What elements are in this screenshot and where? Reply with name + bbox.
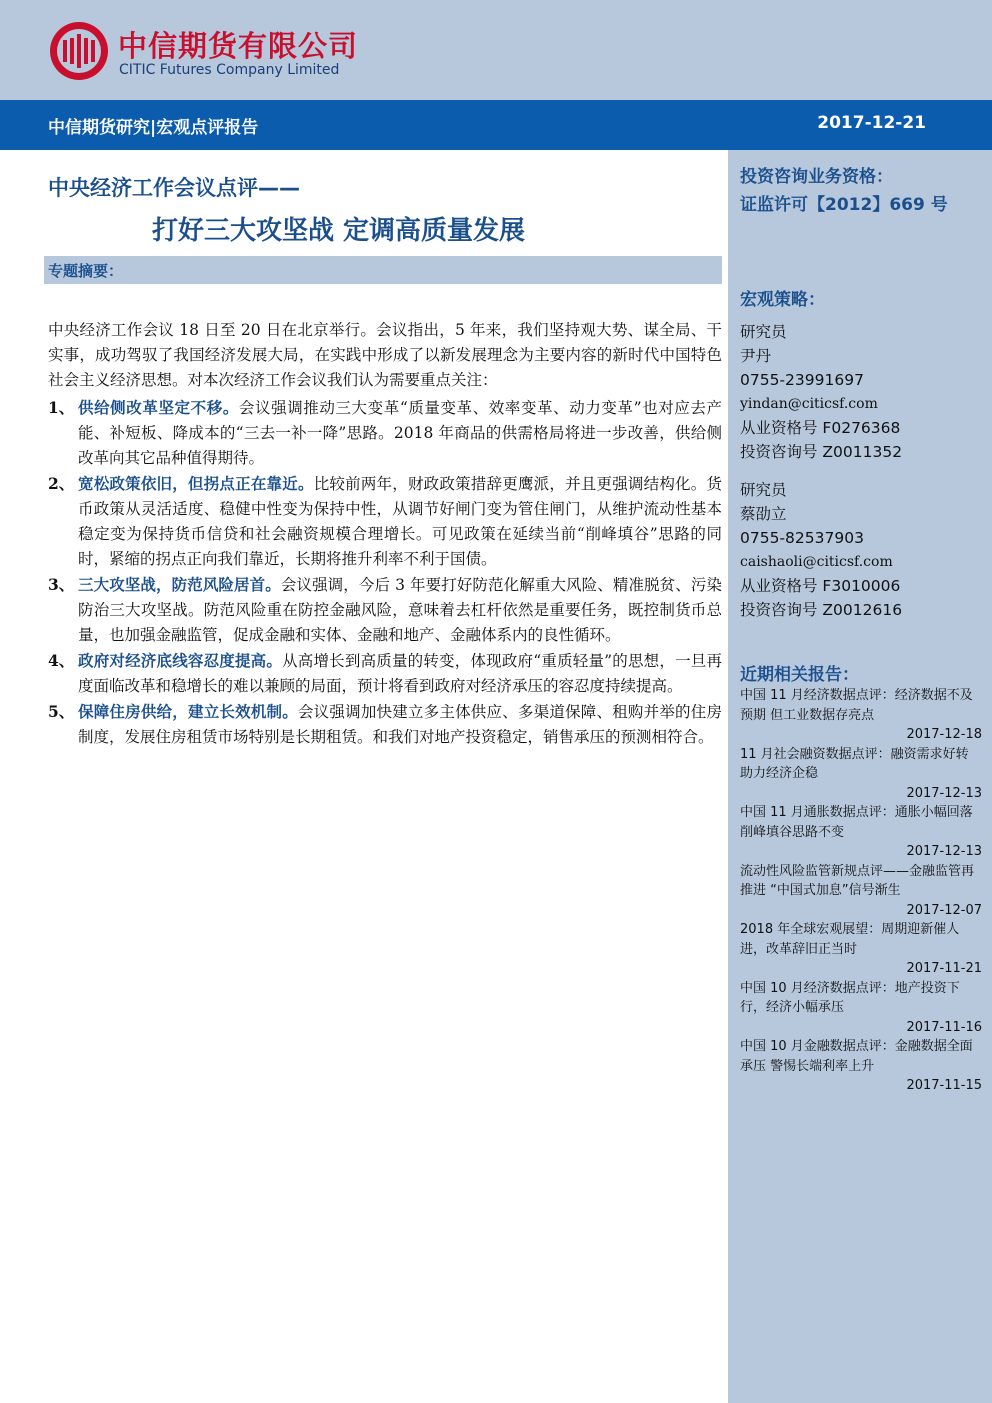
researcher-name: 蔡劭立 [740,505,787,523]
report-link-date: 2017-12-13 [906,785,982,801]
list-item [740,803,982,862]
report-type-bar [0,100,992,150]
researcher-name: 尹丹 [740,347,772,365]
point-text: 会议强调，今后 3 年要打好防范化解重大风险、精准脱贫、污染防治三大攻坚战。防范风险重在防控金融风险，意味着去杠杆依然是重要任务，既控制货币总量，也加强金融监管，促成金融和实体、金融和地产、金融体系内的良性循环。 [78,576,722,644]
point-number: 4、 [48,651,75,670]
researcher-role: 研究员 [740,323,787,341]
company-name-en: CITIC Futures Company Limited [119,62,340,78]
researcher-cert: 从业资格号 F3010006 [740,577,901,595]
point-number: 3、 [48,575,75,594]
researcher-consult: 投资咨询号 Z0011352 [740,443,903,461]
report-title-line1: 中央经济工作会议点评—— [48,176,300,200]
list-item [48,699,722,750]
header-banner [0,0,992,100]
research-label: 中信期货研究|宏观点评报告 [48,118,259,138]
report-link-date: 2017-12-13 [906,844,982,859]
abstract-label: 专题摘要： [48,262,124,280]
citic-logo-icon [48,20,110,82]
report-link-date: 2017-12-18 [906,727,982,742]
list-item [740,686,982,745]
report-link-title[interactable]: 2018 年全球宏观展望：周期迎新催人进，改革辞旧正当时 [740,922,960,957]
point-text: 会议强调推动三大变革“质量变革、效率变革、动力变革”也对应去产能、补短板、降成本的“三去一补一降”思路。2018 年商品的供需格局将进一步改善，供给侧改革向其它品种值得期待。 [78,399,722,467]
recent-reports-list [740,686,982,1096]
list-item [48,395,722,471]
list-item [740,745,982,804]
point-highlight: 宽松政策依旧，但拐点正在靠近。 [78,474,314,493]
researcher-cert: 从业资格号 F0276368 [740,419,901,437]
report-link-title[interactable]: 中国 11 月通胀数据点评：通胀小幅回落 削峰填谷思路不变 [740,805,973,840]
list-item [740,979,982,1038]
list-item [740,920,982,979]
report-date: 2017-12-21 [817,113,926,133]
report-link-date: 2017-12-07 [906,902,982,918]
qualification-license: 证监许可【2012】669 号 [740,195,948,215]
macro-strategy-title: 宏观策略： [740,290,825,310]
researcher-role: 研究员 [740,481,787,499]
list-item [740,1037,982,1096]
report-link-title[interactable]: 中国 10 月金融数据点评：金融数据全面承压 警惕长端利率上升 [740,1039,973,1074]
company-name-cn: 中信期货有限公司 [118,29,359,63]
abstract-header [44,256,722,284]
qualification-title: 投资咨询业务资格： [740,167,893,187]
list-item [48,648,722,699]
report-body [48,318,722,750]
point-highlight: 供给侧改革坚定不移。 [78,398,239,417]
point-text: 比较前两年，财政政策措辞更鹰派，并且更强调结构化。货币政策从灵活适度、稳健中性变为保持中性，从调节好闸门变为管住闸门，从维护流动性基本稳定变为保持货币信贷和社会融资规模合理增长。可见政策在延续当前“削峰填谷”思路的同时，紧缩的拐点正向我们靠近，长期将推升利率不利于国债。 [78,475,722,568]
researcher-card [740,320,902,464]
report-link-title[interactable]: 流动性风险监管新规点评——金融监管再推进 “中国式加息”信号渐生 [740,863,975,898]
report-link-date: 2017-11-16 [906,1019,982,1035]
point-highlight: 三大攻坚战，防范风险居首。 [78,575,281,594]
researcher-phone: 0755-82537903 [740,529,864,547]
key-points-list [48,395,722,750]
intro-paragraph: 中央经济工作会议 18 日至 20 日在北京举行。会议指出，5 年来，我们坚持观大势、谋全局、干实事，成功驾驭了我国经济发展大局，在实践中形成了以新发展理念为主要内容的新时代中国特色社会主义经济思想。对本次经济工作会议我们认为需要重点关注： [48,321,722,389]
researcher-card [740,478,902,622]
researcher-consult: 投资咨询号 Z0012616 [740,601,903,619]
researcher-phone: 0755-23991697 [740,371,864,389]
recent-reports-title: 近期相关报告： [740,665,859,685]
researcher-email: yindan@citicsf.com [740,396,878,412]
report-link-title[interactable]: 中国 10 月经济数据点评：地产投资下行，经济小幅承压 [740,980,960,1015]
researcher-email: caishaoli@citicsf.com [740,554,893,570]
point-number: 2、 [48,474,75,493]
point-text: 从高增长到高质量的转变，体现政府“重质轻量”的思想，一旦再度面临改革和稳增长的难以兼顾的局面，预计将看到政府对经济承压的容忍度持续提高。 [78,652,722,695]
report-link-title[interactable]: 中国 11 月经济数据点评：经济数据不及预期 但工业数据存亮点 [740,688,973,723]
list-item [740,862,982,921]
report-link-date: 2017-11-15 [906,1078,982,1093]
point-number: 1、 [48,398,75,417]
report-link-title[interactable]: 11 月社会融资数据点评：融资需求好转 助力经济企稳 [740,746,969,781]
report-title-line2: 打好三大攻坚战 定调高质量发展 [152,216,526,246]
report-link-date: 2017-11-21 [906,961,982,976]
point-highlight: 保障住房供给，建立长效机制。 [78,702,298,721]
list-item [48,471,722,572]
point-number: 5、 [48,702,75,721]
point-text: 会议强调加快建立多主体供应、多渠道保障、租购并举的住房制度，发展住房租赁市场特别是长期租赁。和我们对地产投资稳定，销售承压的预测相符合。 [78,703,722,746]
point-highlight: 政府对经济底线容忍度提高。 [78,651,283,670]
list-item [48,572,722,648]
